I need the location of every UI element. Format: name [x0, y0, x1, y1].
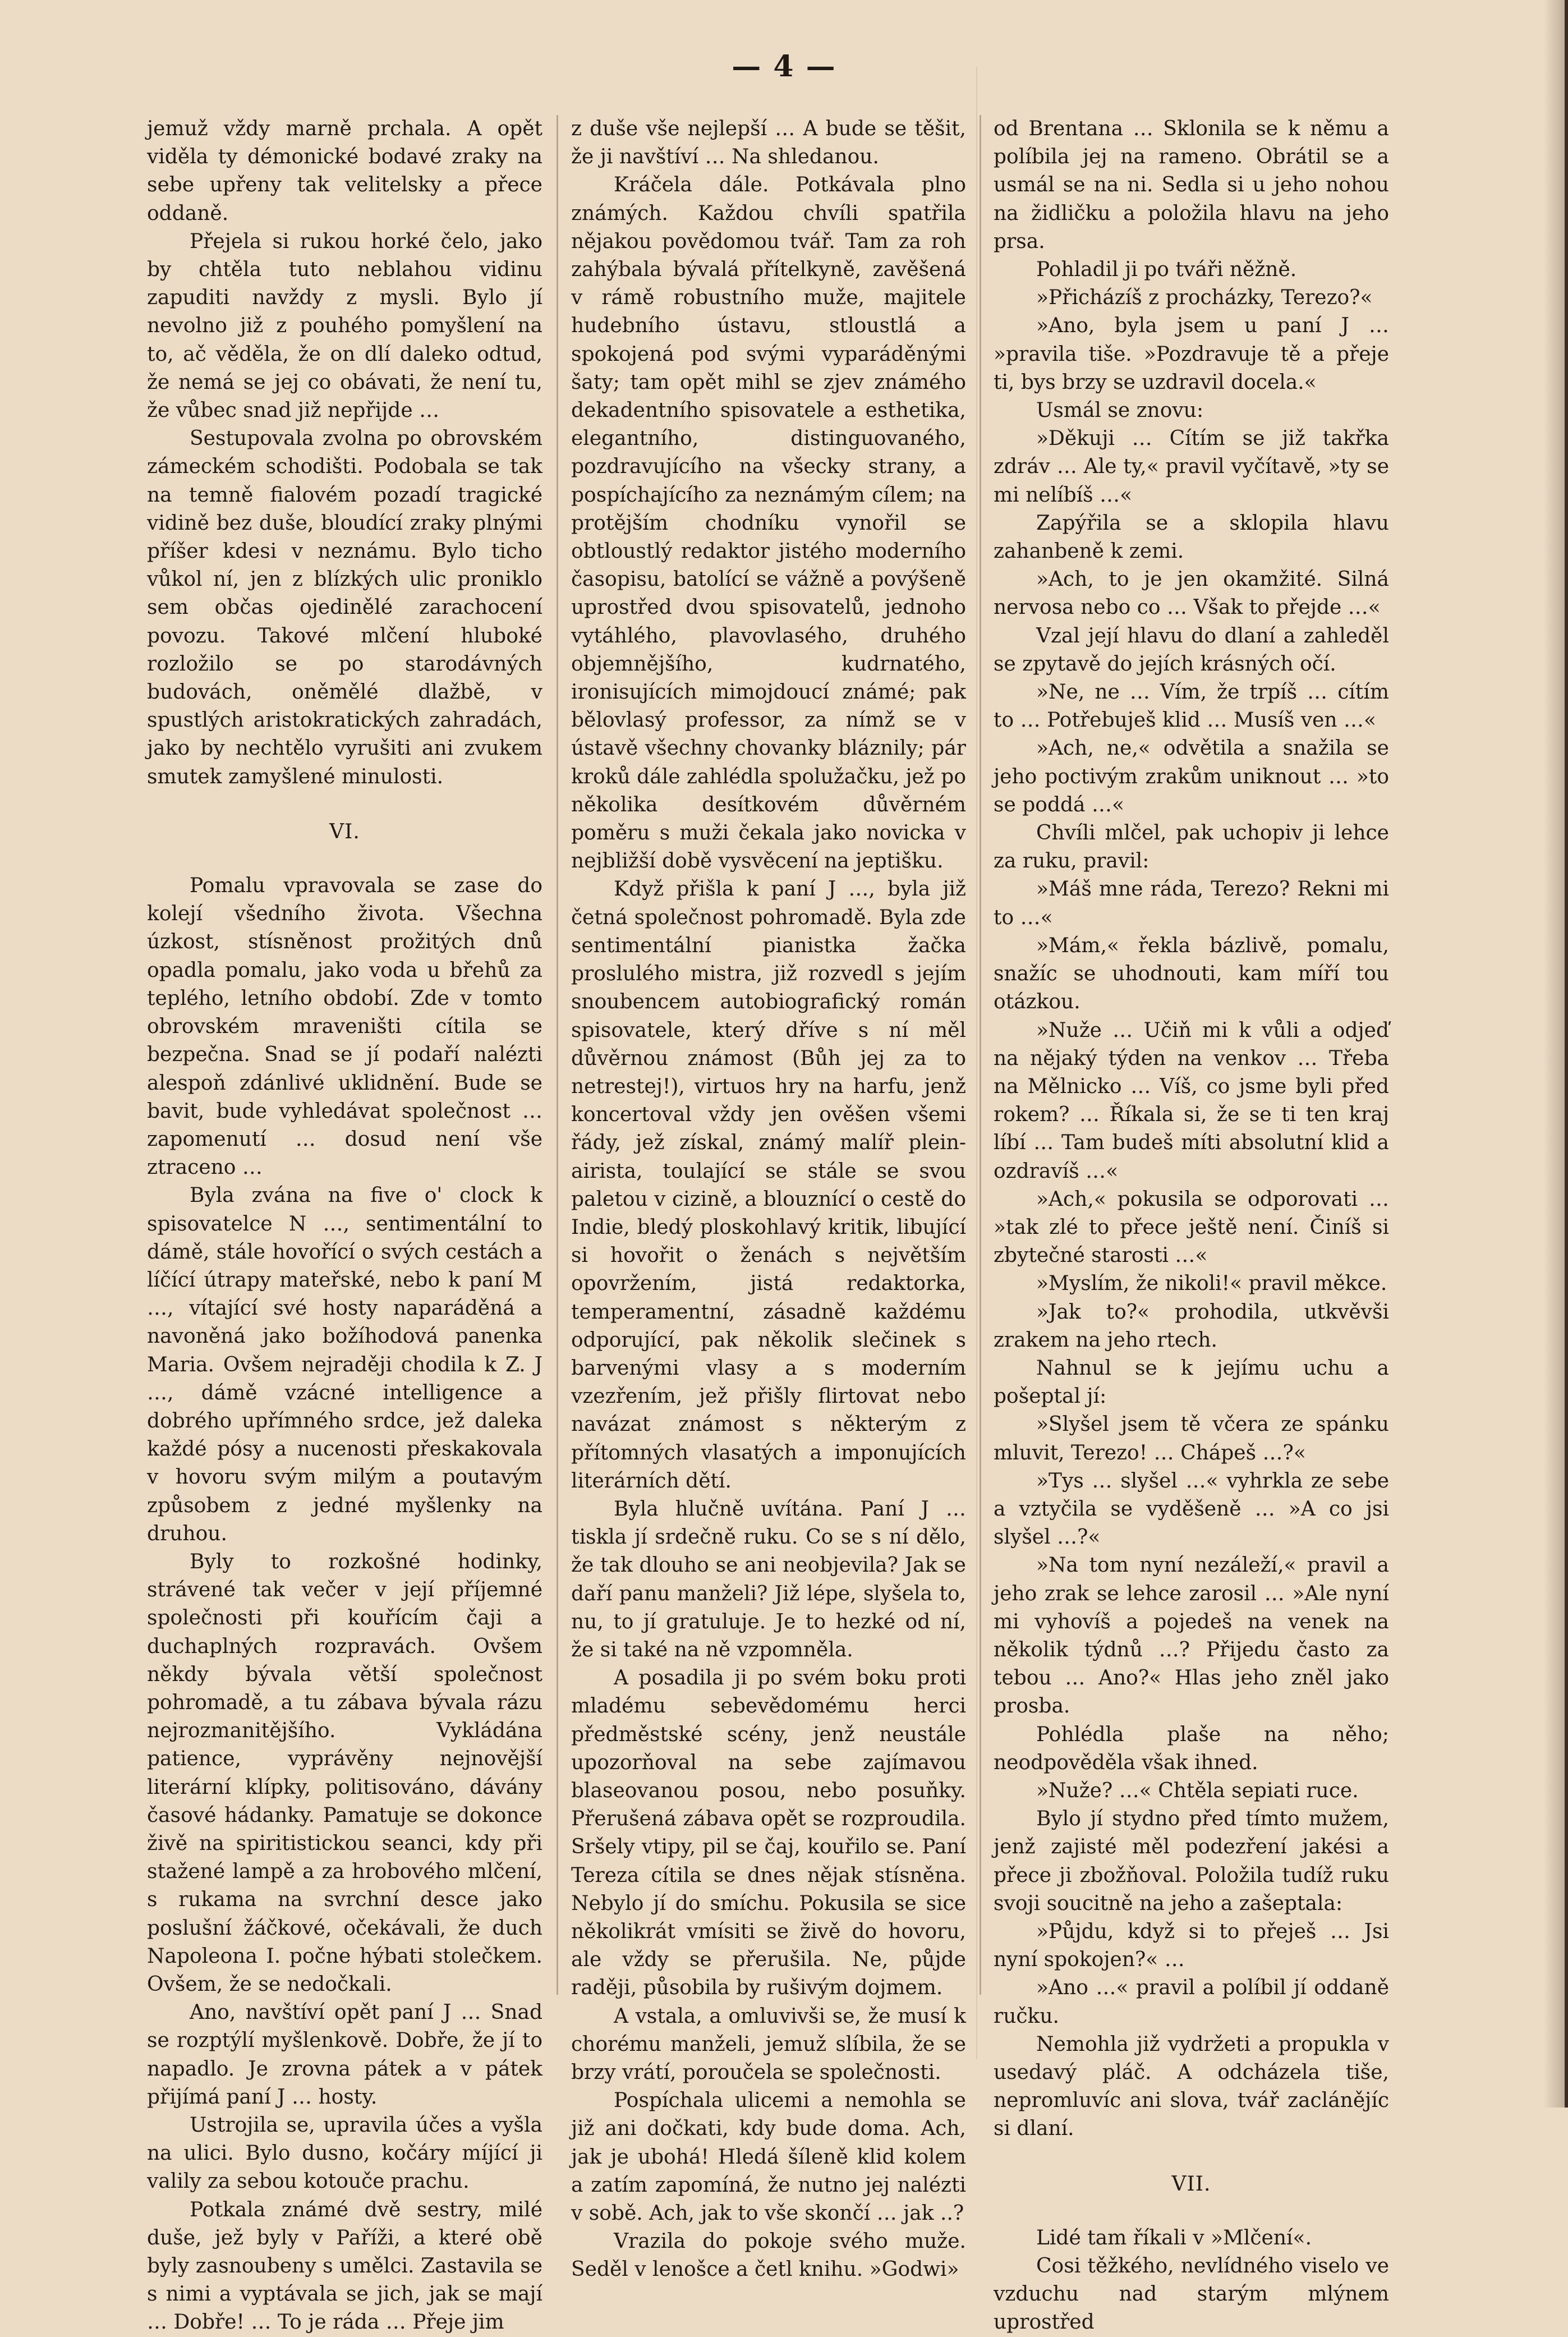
paragraph: »Mám,« řekla bázlivě, pomalu, snažíc se uhodnouti, kam míří tou otázkou. [994, 934, 1389, 1014]
paragraph: z duše vše nejlepší … A bude se těšit, že ji navštíví … Na shledanou. [571, 117, 966, 169]
page-number: — 4 — [732, 49, 836, 84]
paragraph: Pohladil ji po tváři něžně. [1036, 258, 1297, 282]
chapter-heading: VII. [1171, 2172, 1211, 2196]
paragraph: »Máš mne ráda, Terezo? Rekni mi to …« [994, 878, 1389, 929]
paragraph: »Ach, to je jen okamžité. Silná nervosa nebo co … Však to přejde …« [994, 568, 1389, 619]
paragraph: »Ano …« pravil a políbil jí oddaně ručku. [994, 1976, 1389, 2028]
paragraph: Byly to rozkošné hodinky, strávené tak večer v její příjemné společnosti při kouřícím čaji a duchaplných rozpravách. Ovšem někdy bývala větší společnost pohromadě, a tu zábava bývala rázu nejrozmanitějšího. Vykládána patience, vyprávěny nejnovější literární klípky, politisováno, dávány časové hádanky. Pamatuje se dokonce živě na spiritistickou seanci, kdy při stažené lampě a za hrobového mlčení, s rukama na svrchní desce jako poslušní žáčkové, očekávali, že duch Napoleona I. počne hýbati stolečkem. Ovšem, že se nedočkali. [147, 1550, 542, 1996]
paragraph: »Na tom nyní nezáleží,« pravil a jeho zrak se lehce zarosil … »Ale nyní mi vyhovíš a pojedeš na venek na několik týdnů …? Přijedu často za tebou … Ano?« Hlas jeho zněl jako prosba. [994, 1554, 1389, 1718]
page-edge [1565, 0, 1568, 2108]
paragraph: »Nuže … Učiň mi k vůli a odjeď na nějaký týden na venkov … Třeba na Mělnicko … Víš, co jsme byli před rokem? … Říkala si, že se ti ten kraj líbí … Tam budeš míti absolutní klid a ozdravíš …« [994, 1018, 1389, 1183]
paragraph: »Tys … slyšel …« vyhrkla ze sebe a vztyčila se vyděšeně … »A co jsi slyšel …?« [994, 1469, 1389, 1549]
paragraph: »Ach, ne,« odvětila a snažila se jeho poctivým zrakům uniknout … »to se poddá …« [994, 737, 1389, 816]
paragraph: »Ano, byla jsem u paní J … »pravila tiše. »Pozdravuje tě a přeje ti, bys brzy se uzdravil docela.« [994, 314, 1389, 394]
column-2 [571, 115, 966, 2284]
page-crease [976, 67, 977, 2059]
paragraph: Nahnul se k jejímu uchu a pošeptal jí: [994, 1356, 1389, 1408]
paragraph: »Přicházíš z procházky, Terezo?« [1036, 286, 1373, 310]
chapter-heading: VI. [329, 820, 360, 843]
paragraph: Nemohla již vydržeti a propukla v usedavý pláč. A odcházela tiše, nepromluvíc ani slova, tvář zaclánějíc si dlaní. [994, 2032, 1389, 2141]
paragraph: »Ne, ne … Vím, že trpíš … cítím to … Potřebuješ klid … Musíš ven …« [994, 681, 1389, 732]
paragraph: »Ach,« pokusila se odporovati … »tak zlé to přece ještě není. Činíš si zbytečné starosti …« [994, 1187, 1389, 1268]
paragraph: Pomalu vpravovala se zase do kolejí všedního života. Všechna úzkost, stísněnost prožitých dnů opadla pomalu, jako voda u břehů za teplého, letního období. Zde v tomto obrovském mraveništi cítila se bezpečna. Snad se jí podaří nalézti alespoň zdánlivé uklidnění. Bude se bavit, bude vyhledávat společnost … zapomenutí … dosud není vše ztraceno … [147, 874, 542, 1179]
paragraph: Ustrojila se, upravila účes a vyšla na ulici. Bylo dusno, kočáry míjící ji valily za sebou kotouče prachu. [147, 2114, 542, 2193]
paragraph: Bylo jí stydno před tímto mužem, jenž zajisté měl podezření jakési a přece ji zbožňoval. Položila tudíž ruku svoji soucitně na jeho a zašeptala: [994, 1807, 1389, 1915]
column-rule [980, 115, 981, 1995]
paragraph: »Slyšel jsem tě včera ze spánku mluvit, Terezo! … Chápeš …?« [994, 1413, 1389, 1464]
paragraph: Zapýřila se a sklopila hlavu zahanbeně k zemi. [994, 511, 1389, 563]
paragraph: Vrazila do pokoje svého muže. Seděl v lenošce a četl knihu. »Godwi» [571, 2230, 966, 2281]
paragraph: Pospíchala ulicemi a nemohla se již ani dočkati, kdy bude doma. Ach, jak je ubohá! Hledá šíleně klid kolem a zatím zapomíná, že nutno jej nalézti v sobě. Ach, jak to vše skončí … jak ..? [571, 2089, 966, 2225]
column-3 [994, 115, 1389, 2337]
paragraph: Sestupovala zvolna po obrovském zámeckém schodišti. Podobala se tak na temně fialovém pozadí tragické vidině bez duše, bloudící zraky plnými příšer kdesi v neznámu. Bylo ticho vůkol ní, jen z blízkých ulic proniklo sem občas ojedinělé zarachocení povozu. Takové mlčení hluboké rozložilo se po starodávných budovách, oněmělé dlažbě, v spustlých aristokratických zahradách, jako by nechtělo vyrušiti ani zvukem smutek zamyšlené minulosti. [147, 427, 542, 788]
paragraph: »Nuže? …« Chtěla sepiati ruce. [1036, 1779, 1359, 1802]
paragraph: A vstala, a omluvivši se, že musí k chorému manželi, jemuž slíbila, že se brzy vrátí, poroučela se společnosti. [571, 2004, 966, 2085]
column-1 [147, 115, 542, 2337]
column-rule [557, 115, 558, 1995]
paragraph: »Myslím, že nikoli!« pravil měkce. [1036, 1272, 1387, 1296]
paragraph: Přejela si rukou horké čelo, jako by chtěla tuto neblahou vidinu zapuditi navždy z mysli. Bylo jí nevolno již z pouhého pomyšlení na to, ač věděla, že on dlí daleko odtud, že nemá se jej co obávati, že není tu, že vůbec snad již nepřijde … [147, 229, 542, 423]
paragraph: »Půjdu, když si to přeješ … Jsi nyní spokojen?« … [994, 1920, 1389, 1972]
paragraph: Byla zvána na five o' clock k spisovatelce N …, sentimentální to dámě, stále hovořící o svých cestách a líčící útrapy mateřské, nebo k paní M …, vítající své hosty naparáděná a navoněná jako božíhodová panenka Maria. Ovšem nejraději chodila k Z. J …, dámě vzácné intelligence a dobrého upřímného srdce, jež daleka každé pósy a nucenosti přeskakovala v hovoru svým milým a poutavým způsobem z jedné myšlenky na druhou. [147, 1184, 542, 1545]
paragraph: »Jak to?« prohodila, utkvěvši zrakem na jeho rtech. [994, 1300, 1389, 1352]
paragraph: od Brentana … Sklonila se k němu a políbila jej na rameno. Obrátil se a usmál se na ni. Sedla si u jeho nohou na židličku a položila hlavu na jeho prsa. [994, 117, 1389, 253]
paragraph: Chvíli mlčel, pak uchopiv ji lehce za ruku, pravil: [994, 821, 1389, 873]
paragraph: jemuž vždy marně prchala. A opět viděla ty démonické bodavé zraky na sebe upřeny tak velitelsky a přece oddaně. [147, 117, 542, 225]
paragraph: Vzal její hlavu do dlaní a zahleděl se zpytavě do jejích krásných očí. [994, 624, 1389, 676]
paragraph: Potkala známé dvě sestry, milé duše, jež byly v Paříži, a které obě byly zasnoubeny s umělci. Zastavila se s nimi a vyptávala se jich, jak se mají … Dobře! … To je ráda … Přeje jim [147, 2198, 542, 2334]
paragraph: »Děkuji … Cítím se již takřka zdráv … Ale ty,« pravil vyčítavě, »ty se mi nelíbíš …« [994, 427, 1389, 507]
paragraph: Když přišla k paní J …, byla již četná společnost pohromadě. Byla zde sentimentální pianistka žačka proslulého mistra, již rozvedl s jejím snoubencem autobiografický román spisovatele, který dříve s ní měl důvěrnou známost (Bůh jej za to netrestej!), virtuos hry na harfu, jenž koncertoval vždy jen ověšen všemi řády, jež získal, známý malíř plein-airista, toulající se stále se svou paletou v cizině, a blouznící o cestě do Indie, bledý ploskohlavý kritik, libující si hovořit o ženách s největším opovržením, jistá redaktorka, temperamentní, zásadně každému odporující, pak několik slečinek s barvenými vlasy a s moderním vzezřením, jež přišly flirtovat nebo navázat známost s některým z přítomných vlasatých a imponujících literárních dětí. [571, 878, 966, 1493]
paragraph: Byla hlučně uvítána. Paní J … tiskla jí srdečně ruku. Co se s ní dělo, že tak dlouho se ani neobjevila? Jak se daří panu manželi? Již lépe, slyšela to, nu, to jí gratuluje. Je to hezké od ní, že si také na ně vzpomněla. [571, 1497, 966, 1661]
paragraph: Cosi těžkého, nevlídného viselo ve vzduchu nad starým mlýnem uprostřed [994, 2255, 1389, 2334]
paragraph: Lidé tam říkali v »Mlčení«. [1036, 2226, 1312, 2249]
paragraph: Kráčela dále. Potkávala plno známých. Každou chvíli spatřila nějakou povědomou tvář. Tam za roh zahýbala bývalá přítelkyně, zavěšená v rámě robustního muže, majitele hudebního ústavu, stloustlá a spokojená pod svými vyparáděnými šaty; tam opět mihl se zjev známého dekadentního spisovatele a esthetika, elegantního, distinguovaného, pozdravujícího na všecky strany, a pospíchajícího za neznámým cílem; na protějším chodníku vynořil se obtloustlý redaktor jistého moderního časopisu, batolící se vážně a povýšeně uprostřed dvou spisovatelů, jednoho vytáhlého, plavovlasého, druhého objemnějšího, kudrnatého, ironisujících mimojdoucí známé; pak bělovlasý professor, za nímž se v ústavě všechny chovanky bláznily; pár kroků dále zahlédla spolužačku, jež po několika desítkovém důvěrném poměru s muži čekala jako novicka v nejbližší době vysvěcení na jeptišku. [571, 173, 966, 873]
paragraph: Pohlédla plaše na něho; neodpověděla však ihned. [994, 1723, 1389, 1774]
paragraph: Ano, navštíví opět paní J … Snad se rozptýlí myšlenkově. Dobře, že jí to napadlo. Je zrovna pátek a v pátek přijímá paní J … hosty. [147, 2001, 542, 2109]
paragraph: Usmál se znovu: [1036, 399, 1204, 423]
paragraph: A posadila ji po svém boku proti mladému sebevědomému herci předměstské scény, jenž neustále upozorňoval na sebe zajímavou blaseovanou posou, nebo posuňky. Přerušená zábava opět se rozproudila. Sršely vtipy, pil se čaj, kouřilo se. Paní Tereza cítila se dnes nějak stísněna. Nebylo jí do smíchu. Pokusila se sice několikrát vmísiti se živě do hovoru, ale vždy se přerušila. Ne, půjde raději, působila by rušivým dojmem. [571, 1666, 966, 2000]
